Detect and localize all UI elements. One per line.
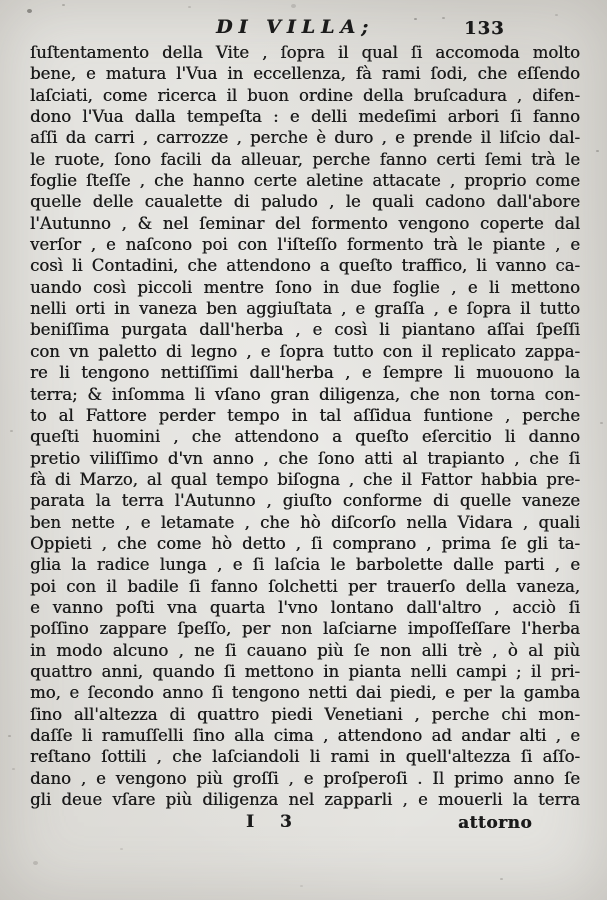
text-line: uando così piccoli mentre ſono in due foglie , e li mettono xyxy=(30,277,580,297)
text-line: nelli orti in vaneza ben aggiuſtata , e graſſa , e ſopra il tutto xyxy=(30,299,580,319)
text-line: bene, e matura l'Vua in eccellenza, fà rami ſodi, che eſſendo xyxy=(30,64,580,84)
body-text xyxy=(30,42,580,810)
text-line: in modo alcuno , ne ſi cauano più ſe non alli trè , ò al più xyxy=(30,640,580,660)
text-line: poſſino zappare ſpeſſo, per non laſciarne impoſſeſſare l'herba xyxy=(30,619,580,639)
text-line: to al Fattore perder tempo in tal aſſidua funtione , perche xyxy=(30,405,580,425)
text-line: aſſi da carri , carrozze , perche è duro , e prende il liſcio dal- xyxy=(30,128,580,148)
text-line: le ruote, ſono facili da alleuar, perche fanno certi ſemi trà le xyxy=(30,149,580,169)
text-line: gli deue vſare più diligenza nel zapparli , e mouerli la terra xyxy=(30,790,580,810)
text-line: quelle delle caualette di paludo , le quali cadono dall'abore xyxy=(30,192,580,212)
text-line: così li Contadini, che attendono a queſto traffico, li vanno ca- xyxy=(30,256,580,276)
running-head xyxy=(0,16,607,42)
page-number: 133 xyxy=(464,18,505,39)
text-line: parata la terra l'Autunno , giuſto conforme di quelle vaneze xyxy=(30,491,580,511)
text-line: mo, e ſecondo anno ſi tengono netti dai piedi, e per la gamba xyxy=(30,683,580,703)
text-line: re li tengono nettiſſimi dall'herba , e ſempre li muouono la xyxy=(30,363,580,383)
text-line: dono l'Vua dalla tempeſta : e delli medeſimi arbori ſi fanno xyxy=(30,107,580,127)
text-line: l'Autunno , & nel ſeminar del formento vengono coperte dal xyxy=(30,213,580,233)
text-line: terra; & inſomma li vſano gran diligenza, che non torna con- xyxy=(30,384,580,404)
text-line: ſuſtentamento della Vite , ſopra il qual ſi accomoda molto xyxy=(30,43,580,62)
text-line: quattro anni, quando ſi mettono in pianta nelli campi ; il pri- xyxy=(30,661,580,681)
running-title: DI VILLA; xyxy=(216,16,375,38)
text-line: foglie ſteſſe , che hanno certe aletine attacate , proprio come xyxy=(30,171,580,191)
text-line: ſino all'altezza di quattro piedi Venetiani , perche chi mon- xyxy=(30,704,580,724)
text-line: dano , e vengono più groſſi , e proſperoſi . Il primo anno ſe xyxy=(30,768,580,788)
text-line: pretio viliſſimo d'vn anno , che ſono atti al trapianto , che ſi xyxy=(30,448,580,468)
text-line: verſor , e naſcono poi con l'iſteſſo formento trà le piante , e xyxy=(30,235,580,255)
text-line: Oppieti , che come hò detto , ſi comprano , prima ſe gli ta- xyxy=(30,533,580,553)
text-line: daſſe li ramuſſelli ſino alla cima , attendono ad andar alti , e xyxy=(30,726,580,745)
text-line: queſti huomini , che attendono a queſto eſercitio li danno xyxy=(30,427,580,447)
text-line: glia la radice lunga , e ſi laſcia le barbolette dalle parti , e xyxy=(30,555,580,575)
text-line: fà di Marzo, al qual tempo biſogna , che il Fattor habbia pre- xyxy=(30,469,580,489)
text-line: con vn paletto di legno , e ſopra tutto con il replicato zappa- xyxy=(30,341,580,361)
text-line: laſciati, come ricerca il buon ordine della bruſcadura , difen- xyxy=(30,85,580,105)
text-line: poi con il badile ſi fanno ſolchetti per trauerſo della vaneza, xyxy=(30,576,580,596)
page-footer xyxy=(0,810,607,838)
text-line: ben nette , e letamate , che hò diſcorſo nella Vidara , quali xyxy=(30,512,580,532)
signature-mark: I 3 xyxy=(246,812,302,832)
text-line: beniſſima purgata dall'herba , e così li piantano aſſai ſpeſſi xyxy=(30,320,580,340)
paper-specks xyxy=(0,0,3,2)
catchword: attorno xyxy=(458,813,533,833)
text-line: e vanno poſti vna quarta l'vno lontano dall'altro , acciò ſi xyxy=(30,597,580,617)
text-line: reſtano ſottili , che laſciandoli li rami in quell'altezza ſi aſſo- xyxy=(30,747,580,767)
